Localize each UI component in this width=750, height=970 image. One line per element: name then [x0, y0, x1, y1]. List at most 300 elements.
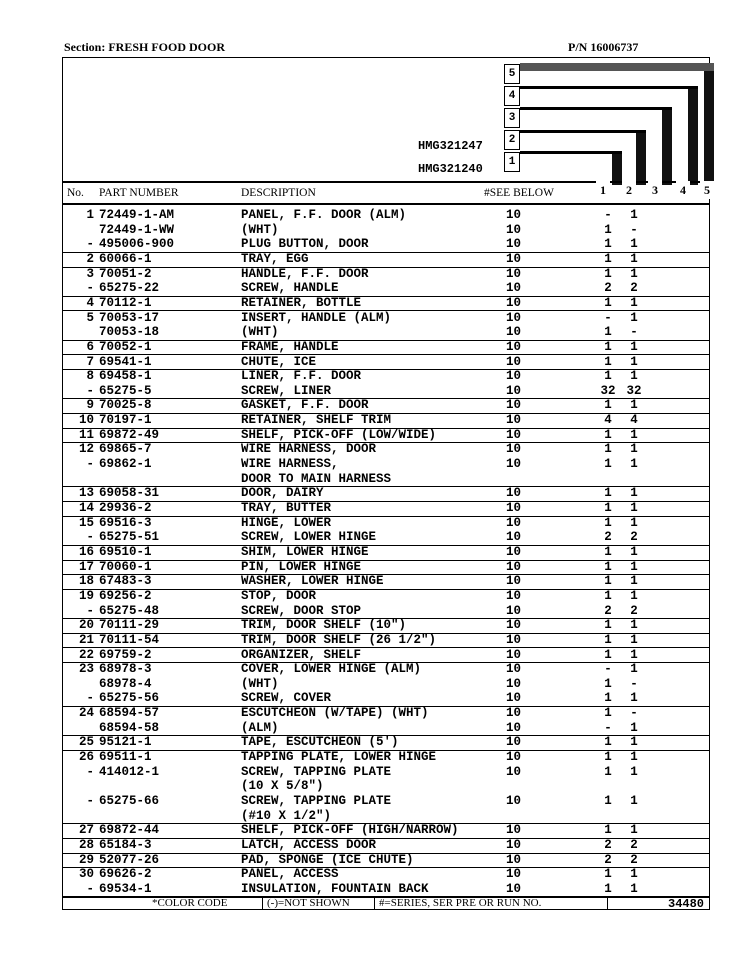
- table-row: [62, 296, 710, 312]
- series-bar-1: [612, 151, 622, 185]
- row-qty-model-1: 2: [604, 530, 612, 545]
- row-part-number: 70025-8: [99, 398, 152, 413]
- row-series: 10: [506, 691, 522, 706]
- series-bar-2: [636, 130, 646, 185]
- table-row: [62, 442, 710, 457]
- row-qty-model-2: 1: [630, 442, 638, 457]
- row-qty-model-2: 1: [630, 764, 638, 779]
- row-part-number: 29936-2: [99, 501, 152, 515]
- table-row: [62, 237, 710, 253]
- row-qty-model-2: 1: [630, 647, 638, 662]
- row-series: 10: [506, 486, 522, 501]
- row-series: 10: [506, 413, 522, 428]
- model-number: HMG321240: [418, 162, 483, 176]
- row-description: SCREW, TAPPING PLATE: [241, 764, 392, 779]
- col-header-5: 5: [700, 181, 714, 199]
- table-row: [62, 384, 710, 400]
- row-description: TAPE, ESCUTCHEON (5'): [241, 735, 399, 750]
- row-series: 10: [506, 735, 522, 750]
- row-part-number: 95121-1: [99, 735, 152, 750]
- row-qty-model-2: 1: [630, 794, 638, 808]
- series-diagram: [0, 0, 750, 210]
- row-series: 10: [506, 398, 522, 413]
- row-part-number: 68594-58: [99, 720, 160, 735]
- table-row: [62, 252, 710, 268]
- table-row: [62, 750, 710, 765]
- row-item-number: 28: [78, 837, 94, 852]
- row-series: 10: [506, 354, 522, 369]
- row-series: 10: [506, 837, 522, 852]
- row-part-number: 414012-1: [99, 764, 160, 779]
- row-description: FRAME, HANDLE: [241, 339, 339, 354]
- row-description: HANDLE, F.F. DOOR: [241, 266, 369, 281]
- col-header-no: No.: [67, 187, 84, 199]
- row-qty-model-1: 1: [604, 515, 612, 530]
- row-qty-model-1: 1: [604, 295, 612, 310]
- row-series: 10: [506, 544, 522, 559]
- part-number-header: P/N 16006737: [568, 40, 639, 54]
- table-row: [62, 853, 710, 869]
- row-qty-model-2: -: [630, 706, 638, 721]
- row-qty-model-1: -: [604, 208, 612, 222]
- table-row: [62, 355, 710, 371]
- row-description: SCREW, TAPPING PLATE: [241, 794, 392, 808]
- row-series: 10: [506, 383, 522, 398]
- series-line-3: [520, 107, 672, 110]
- row-part-number: 70111-54: [99, 632, 160, 647]
- row-description: ESCUTCHEON (W/TAPE) (WHT): [241, 706, 429, 721]
- row-description: PANEL, ACCESS: [241, 867, 339, 882]
- row-qty-model-2: 1: [630, 295, 638, 310]
- row-part-number: 65275-56: [99, 691, 160, 706]
- row-description: TRAY, BUTTER: [241, 501, 332, 515]
- row-item-number: -: [86, 794, 94, 808]
- row-qty-model-2: 1: [630, 501, 638, 515]
- row-part-number: 69510-1: [99, 544, 152, 559]
- row-series: 10: [506, 530, 522, 545]
- row-qty-model-1: 1: [604, 369, 612, 384]
- row-description: PANEL, F.F. DOOR (ALM): [241, 208, 407, 222]
- row-item-number: 30: [78, 867, 94, 882]
- row-part-number: 69872-49: [99, 427, 160, 442]
- series-box: 2: [504, 130, 520, 150]
- row-item-number: -: [86, 764, 94, 779]
- row-qty-model-1: 1: [604, 222, 612, 237]
- row-part-number: 68978-4: [99, 676, 152, 691]
- table-row: [62, 662, 710, 677]
- row-part-number: 60066-1: [99, 251, 152, 266]
- row-description: TRAY, EGG: [241, 251, 309, 266]
- row-item-number: -: [86, 881, 94, 896]
- row-item-number: 13: [78, 486, 94, 501]
- row-description: WIRE HARNESS, DOOR: [241, 442, 377, 457]
- row-item-number: 1: [86, 208, 94, 222]
- row-item-number: 15: [78, 515, 94, 530]
- table-row: [62, 882, 710, 897]
- row-description: WASHER, LOWER HINGE: [241, 574, 384, 589]
- row-part-number: 70060-1: [99, 559, 152, 574]
- series-box: 3: [504, 108, 520, 128]
- row-description: WIRE HARNESS,: [241, 457, 339, 472]
- row-description: RETAINER, SHELF TRIM: [241, 413, 392, 428]
- row-item-number: -: [86, 691, 94, 706]
- row-part-number: 65275-22: [99, 281, 160, 296]
- row-description: TAPPING PLATE, LOWER HINGE: [241, 750, 437, 765]
- row-part-number: 65275-51: [99, 530, 160, 545]
- row-qty-model-1: 1: [604, 354, 612, 369]
- row-description: SHELF, PICK-OFF (LOW/WIDE): [241, 427, 437, 442]
- row-item-number: 20: [78, 618, 94, 633]
- row-qty-model-1: 1: [604, 544, 612, 559]
- table-row: [62, 472, 710, 488]
- row-qty-model-2: -: [630, 325, 638, 340]
- table-row: [62, 604, 710, 620]
- row-series: 10: [506, 603, 522, 618]
- row-qty-model-2: 1: [630, 398, 638, 413]
- table-row: [62, 311, 710, 326]
- legend-color-code: *COLOR CODE: [152, 897, 228, 909]
- table-row: [62, 574, 710, 590]
- col-header-part: PART NUMBER: [99, 187, 179, 199]
- row-series: 10: [506, 618, 522, 633]
- table-row: [62, 589, 710, 604]
- table-row: [62, 633, 710, 649]
- row-description: SHIM, LOWER HINGE: [241, 544, 369, 559]
- row-qty-model-2: 1: [630, 559, 638, 574]
- row-series: 10: [506, 852, 522, 867]
- row-series: 10: [506, 574, 522, 589]
- series-bar-5: [704, 63, 714, 185]
- row-item-number: 14: [78, 501, 94, 515]
- row-series: 10: [506, 442, 522, 457]
- row-description: (#10 X 1/2"): [241, 808, 332, 823]
- table-row: [62, 677, 710, 692]
- row-item-number: 16: [78, 544, 94, 559]
- row-qty-model-1: -: [604, 662, 612, 677]
- row-qty-model-1: 1: [604, 750, 612, 765]
- row-item-number: -: [86, 457, 94, 472]
- row-item-number: 24: [78, 706, 94, 721]
- row-qty-model-2: 4: [630, 413, 638, 428]
- row-qty-model-2: 1: [630, 208, 638, 222]
- row-qty-model-2: 1: [630, 310, 638, 325]
- col-header-3: 3: [648, 181, 662, 199]
- row-qty-model-2: 1: [630, 735, 638, 750]
- row-qty-model-2: 2: [630, 837, 638, 852]
- row-part-number: 52077-26: [99, 852, 160, 867]
- row-part-number: 67483-3: [99, 574, 152, 589]
- table-row: [62, 838, 710, 854]
- row-qty-model-2: 1: [630, 251, 638, 266]
- table-row: [62, 794, 710, 809]
- row-qty-model-1: 2: [604, 837, 612, 852]
- row-description: INSULATION, FOUNTAIN BACK: [241, 881, 429, 896]
- row-part-number: 72449-1-WW: [99, 222, 175, 237]
- row-series: 10: [506, 632, 522, 647]
- row-series: 10: [506, 281, 522, 296]
- row-qty-model-1: -: [604, 720, 612, 735]
- table-row: [62, 765, 710, 780]
- row-description: TRIM, DOOR SHELF (10"): [241, 618, 407, 633]
- table-row: [62, 867, 710, 882]
- row-qty-model-1: 4: [604, 413, 612, 428]
- row-qty-model-1: 1: [604, 339, 612, 354]
- row-part-number: 69534-1: [99, 881, 152, 896]
- row-item-number: 11: [78, 427, 94, 442]
- row-part-number: 65275-66: [99, 794, 160, 808]
- row-part-number: 69626-2: [99, 867, 152, 882]
- row-item-number: -: [86, 530, 94, 545]
- row-qty-model-2: 1: [630, 339, 638, 354]
- table-row: [62, 428, 710, 444]
- row-qty-model-2: 1: [630, 266, 638, 281]
- table-row: [62, 809, 710, 825]
- row-item-number: 6: [86, 339, 94, 354]
- table-row: [62, 618, 710, 634]
- row-item-number: -: [86, 383, 94, 398]
- row-qty-model-1: 1: [604, 706, 612, 721]
- row-qty-model-1: 1: [604, 691, 612, 706]
- row-part-number: 68594-57: [99, 706, 160, 721]
- row-part-number: 65275-48: [99, 603, 160, 618]
- row-description: SCREW, LOWER HINGE: [241, 530, 377, 545]
- row-qty-model-1: 1: [604, 266, 612, 281]
- row-series: 10: [506, 222, 522, 237]
- row-qty-model-2: 2: [630, 281, 638, 296]
- row-series: 10: [506, 867, 522, 882]
- row-series: 10: [506, 339, 522, 354]
- row-description: (WHT): [241, 676, 279, 691]
- row-part-number: 70051-2: [99, 266, 152, 281]
- row-description: (ALM): [241, 720, 279, 735]
- series-box: 5: [504, 64, 520, 84]
- row-series: 10: [506, 662, 522, 677]
- col-header-1: 1: [596, 181, 610, 199]
- row-qty-model-2: 1: [630, 632, 638, 647]
- table-row: [62, 501, 710, 517]
- row-qty-model-1: 1: [604, 588, 612, 603]
- row-item-number: 23: [78, 662, 94, 677]
- row-item-number: 7: [86, 354, 94, 369]
- row-qty-model-2: 1: [630, 720, 638, 735]
- row-description: COVER, LOWER HINGE (ALM): [241, 662, 422, 677]
- row-series: 10: [506, 427, 522, 442]
- table-row: [62, 281, 710, 297]
- row-series: 10: [506, 823, 522, 838]
- col-header-desc: DESCRIPTION: [241, 187, 316, 199]
- row-description: LINER, F.F. DOOR: [241, 369, 362, 384]
- row-series: 10: [506, 295, 522, 310]
- row-description: RETAINER, BOTTLE: [241, 295, 362, 310]
- row-qty-model-1: 1: [604, 764, 612, 779]
- row-description: (WHT): [241, 222, 279, 237]
- row-qty-model-2: 1: [630, 237, 638, 252]
- row-item-number: 3: [86, 266, 94, 281]
- row-item-number: 10: [78, 413, 94, 428]
- row-qty-model-2: 1: [630, 369, 638, 384]
- row-series: 10: [506, 501, 522, 515]
- table-row: [62, 721, 710, 737]
- series-bar-3: [662, 107, 672, 185]
- table-row: [62, 340, 710, 356]
- row-series: 10: [506, 706, 522, 721]
- row-qty-model-1: 1: [604, 867, 612, 882]
- row-item-number: -: [86, 603, 94, 618]
- table-row: [62, 545, 710, 561]
- row-qty-model-1: 1: [604, 676, 612, 691]
- row-qty-model-2: 1: [630, 618, 638, 633]
- row-series: 10: [506, 750, 522, 765]
- row-item-number: -: [86, 237, 94, 252]
- row-qty-model-1: 1: [604, 794, 612, 808]
- row-qty-model-2: 1: [630, 588, 638, 603]
- row-qty-model-1: 1: [604, 881, 612, 896]
- row-qty-model-1: 1: [604, 325, 612, 340]
- row-description: ORGANIZER, SHELF: [241, 647, 362, 662]
- row-qty-model-2: 1: [630, 486, 638, 501]
- row-qty-model-2: 1: [630, 457, 638, 472]
- row-item-number: 12: [78, 442, 94, 457]
- row-description: SCREW, HANDLE: [241, 281, 339, 296]
- row-qty-model-2: 1: [630, 574, 638, 589]
- row-part-number: 69458-1: [99, 369, 152, 384]
- row-part-number: 70197-1: [99, 413, 152, 428]
- row-series: 10: [506, 457, 522, 472]
- row-description: INSERT, HANDLE (ALM): [241, 310, 392, 325]
- row-item-number: 19: [78, 588, 94, 603]
- table-row: [62, 516, 710, 531]
- table-row: [62, 823, 710, 839]
- row-item-number: 22: [78, 647, 94, 662]
- row-item-number: 25: [78, 735, 94, 750]
- col-header-2: 2: [622, 181, 636, 199]
- row-part-number: 69759-2: [99, 647, 152, 662]
- row-qty-model-2: -: [630, 222, 638, 237]
- table-row: [62, 398, 710, 414]
- row-qty-model-2: 1: [630, 515, 638, 530]
- row-part-number: 69256-2: [99, 588, 152, 603]
- row-description: DOOR, DAIRY: [241, 486, 324, 501]
- row-description: (WHT): [241, 325, 279, 340]
- row-description: STOP, DOOR: [241, 588, 317, 603]
- row-qty-model-1: 1: [604, 486, 612, 501]
- section-title: Section: FRESH FOOD DOOR: [64, 40, 225, 54]
- row-qty-model-2: 1: [630, 691, 638, 706]
- row-series: 10: [506, 325, 522, 340]
- row-item-number: 17: [78, 559, 94, 574]
- row-qty-model-1: 1: [604, 823, 612, 838]
- document-number: 34480: [668, 897, 705, 911]
- row-series: 10: [506, 310, 522, 325]
- col-header-4: 4: [676, 181, 690, 199]
- row-part-number: 69541-1: [99, 354, 152, 369]
- row-part-number: 65275-5: [99, 383, 152, 398]
- row-item-number: 4: [86, 295, 94, 310]
- row-part-number: 69058-31: [99, 486, 160, 501]
- row-qty-model-1: 1: [604, 618, 612, 633]
- row-series: 10: [506, 881, 522, 896]
- row-series: 10: [506, 369, 522, 384]
- row-qty-model-1: 1: [604, 237, 612, 252]
- table-row: [62, 648, 710, 664]
- row-qty-model-2: 2: [630, 603, 638, 618]
- table-row: [62, 486, 710, 502]
- row-qty-model-2: 1: [630, 823, 638, 838]
- row-series: 10: [506, 588, 522, 603]
- series-bar-4: [688, 86, 698, 185]
- row-part-number: 69872-44: [99, 823, 160, 838]
- table-row: [62, 691, 710, 707]
- row-item-number: 8: [86, 369, 94, 384]
- table-row: [62, 413, 710, 429]
- row-part-number: 69865-7: [99, 442, 152, 457]
- legend-series: #=SERIES, SER PRE OR RUN NO.: [379, 897, 542, 909]
- row-part-number: 70053-18: [99, 325, 160, 340]
- row-qty-model-2: 1: [630, 867, 638, 882]
- table-row: [62, 706, 710, 721]
- row-qty-model-2: 1: [630, 427, 638, 442]
- row-description: PAD, SPONGE (ICE CHUTE): [241, 852, 414, 867]
- row-series: 10: [506, 208, 522, 222]
- row-qty-model-2: 1: [630, 662, 638, 677]
- row-qty-model-2: -: [630, 676, 638, 691]
- row-qty-model-1: 2: [604, 281, 612, 296]
- row-series: 10: [506, 764, 522, 779]
- row-series: 10: [506, 266, 522, 281]
- row-description: CHUTE, ICE: [241, 354, 317, 369]
- row-qty-model-2: 1: [630, 544, 638, 559]
- row-description: SCREW, COVER: [241, 691, 332, 706]
- series-line-4: [520, 86, 698, 89]
- header-top-rule: [62, 181, 710, 183]
- series-box: 4: [504, 86, 520, 106]
- row-item-number: 27: [78, 823, 94, 838]
- row-description: SCREW, LINER: [241, 383, 332, 398]
- table-row: [62, 208, 710, 223]
- row-part-number: 69511-1: [99, 750, 152, 765]
- row-part-number: 69862-1: [99, 457, 152, 472]
- table-row: [62, 369, 710, 384]
- col-header-see: #SEE BELOW: [484, 187, 554, 199]
- row-description: (10 X 5/8"): [241, 779, 324, 794]
- row-part-number: 69516-3: [99, 515, 152, 530]
- legend-not-shown: (-)=NOT SHOWN: [267, 897, 350, 909]
- table-row: [62, 530, 710, 546]
- header-bottom-rule: [62, 203, 710, 205]
- row-series: 10: [506, 237, 522, 252]
- table-row: [62, 325, 710, 341]
- row-item-number: 5: [86, 310, 94, 325]
- row-description: SCREW, DOOR STOP: [241, 603, 362, 618]
- table-row: [62, 735, 710, 751]
- row-item-number: 29: [78, 852, 94, 867]
- row-qty-model-2: 2: [630, 852, 638, 867]
- row-description: PLUG BUTTON, DOOR: [241, 237, 369, 252]
- row-part-number: 72449-1-AM: [99, 208, 175, 222]
- row-qty-model-1: 1: [604, 251, 612, 266]
- table-row: [62, 779, 710, 794]
- row-item-number: 9: [86, 398, 94, 413]
- row-part-number: 65184-3: [99, 837, 152, 852]
- series-line-5: [520, 63, 714, 71]
- row-item-number: 18: [78, 574, 94, 589]
- row-series: 10: [506, 794, 522, 808]
- row-part-number: 495006-900: [99, 237, 175, 252]
- row-qty-model-1: -: [604, 310, 612, 325]
- row-description: GASKET, F.F. DOOR: [241, 398, 369, 413]
- row-qty-model-1: 1: [604, 632, 612, 647]
- row-series: 10: [506, 559, 522, 574]
